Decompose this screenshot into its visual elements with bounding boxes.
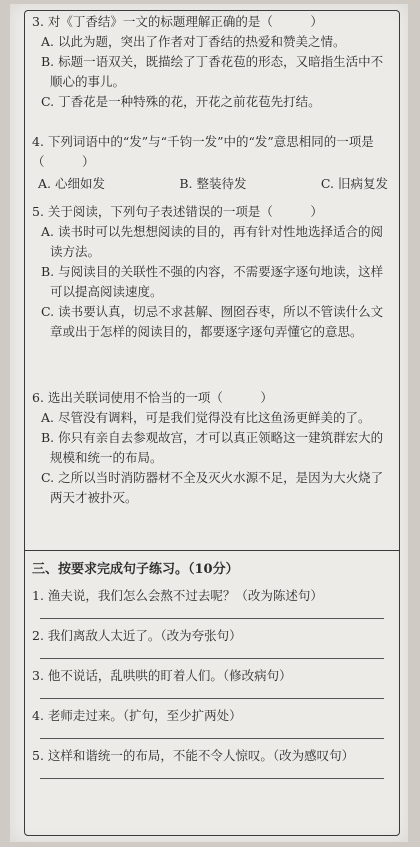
- worksheet-page: [10, 4, 408, 842]
- answer-line[interactable]: [40, 738, 384, 740]
- option-b: B. 整装待发: [179, 176, 247, 191]
- answer-line[interactable]: [40, 618, 384, 620]
- exercise-3: 3. 他不说话，乱哄哄的盯着人们。（修改病句）: [32, 668, 292, 683]
- question-6: [32, 388, 388, 508]
- exercise-1: 1. 渔夫说，我们怎么会熬不过去呢？（改为陈述句）: [32, 588, 323, 603]
- question-stem: 5. 关于阅读，下列句子表述错误的一项是（ ）: [32, 204, 323, 219]
- question-stem: 6. 选出关联词使用不恰当的一项（ ）: [32, 390, 273, 405]
- question-5: [32, 202, 388, 342]
- section-title: 三、按要求完成句子练习。（10分）: [32, 562, 239, 577]
- option-c: C. 读书要认真，切忌不求甚解、囫囵吞枣，所以不管读什么文章或出于怎样的阅读目的，都要逐字逐句弄懂它的意思。: [41, 304, 384, 339]
- option-a: A. 尽管没有调料，可是我们觉得没有比这鱼汤更鲜美的了。: [41, 410, 371, 425]
- question-3: [32, 12, 388, 112]
- question-4: [32, 132, 388, 196]
- answer-line[interactable]: [40, 698, 384, 700]
- exercise-4: 4. 老师走过来。（扩句，至少扩两处）: [32, 708, 242, 723]
- option-row: [32, 174, 388, 194]
- question-stem: 3. 对《丁香结》一文的标题理解正确的是（ ）: [32, 14, 323, 29]
- section-3: [32, 560, 388, 786]
- exercise-5: 5. 这样和谐统一的布局，不能不令人惊叹。（改为感叹句）: [32, 748, 355, 763]
- answer-line[interactable]: [40, 778, 384, 780]
- option-c: C. 之所以当时消防器材不全及灭火水源不足，是因为大火烧了两天才被扑灭。: [41, 470, 384, 505]
- question-stem: 4. 下列词语中的“发”与“千钧一发”中的“发”意思相同的一项是（ ）: [32, 134, 374, 169]
- option-a: A. 心细如发: [38, 176, 105, 191]
- option-c: C. 旧病复发: [320, 176, 388, 191]
- option-c: C. 丁香花是一种特殊的花，开花之前花苞先打结。: [41, 94, 321, 109]
- section-divider: [24, 550, 400, 551]
- exercise-2: 2. 我们离敌人太近了。（改为夸张句）: [32, 628, 242, 643]
- option-a: A. 读书时可以先想想阅读的目的，再有针对性地选择适合的阅读方法。: [41, 224, 383, 259]
- answer-line[interactable]: [40, 658, 384, 660]
- option-a: A. 以此为题，突出了作者对丁香结的热爱和赞美之情。: [41, 34, 346, 49]
- option-b: B. 与阅读目的关联性不强的内容，不需要逐字逐句地读，这样可以提高阅读速度。: [41, 264, 384, 299]
- option-b: B. 你只有亲自去参观故宫，才可以真正领略这一建筑群宏大的规模和统一的布局。: [41, 430, 384, 465]
- option-b: B. 标题一语双关，既描绘了丁香花苞的形态，又暗指生活中不顺心的事儿。: [41, 54, 384, 89]
